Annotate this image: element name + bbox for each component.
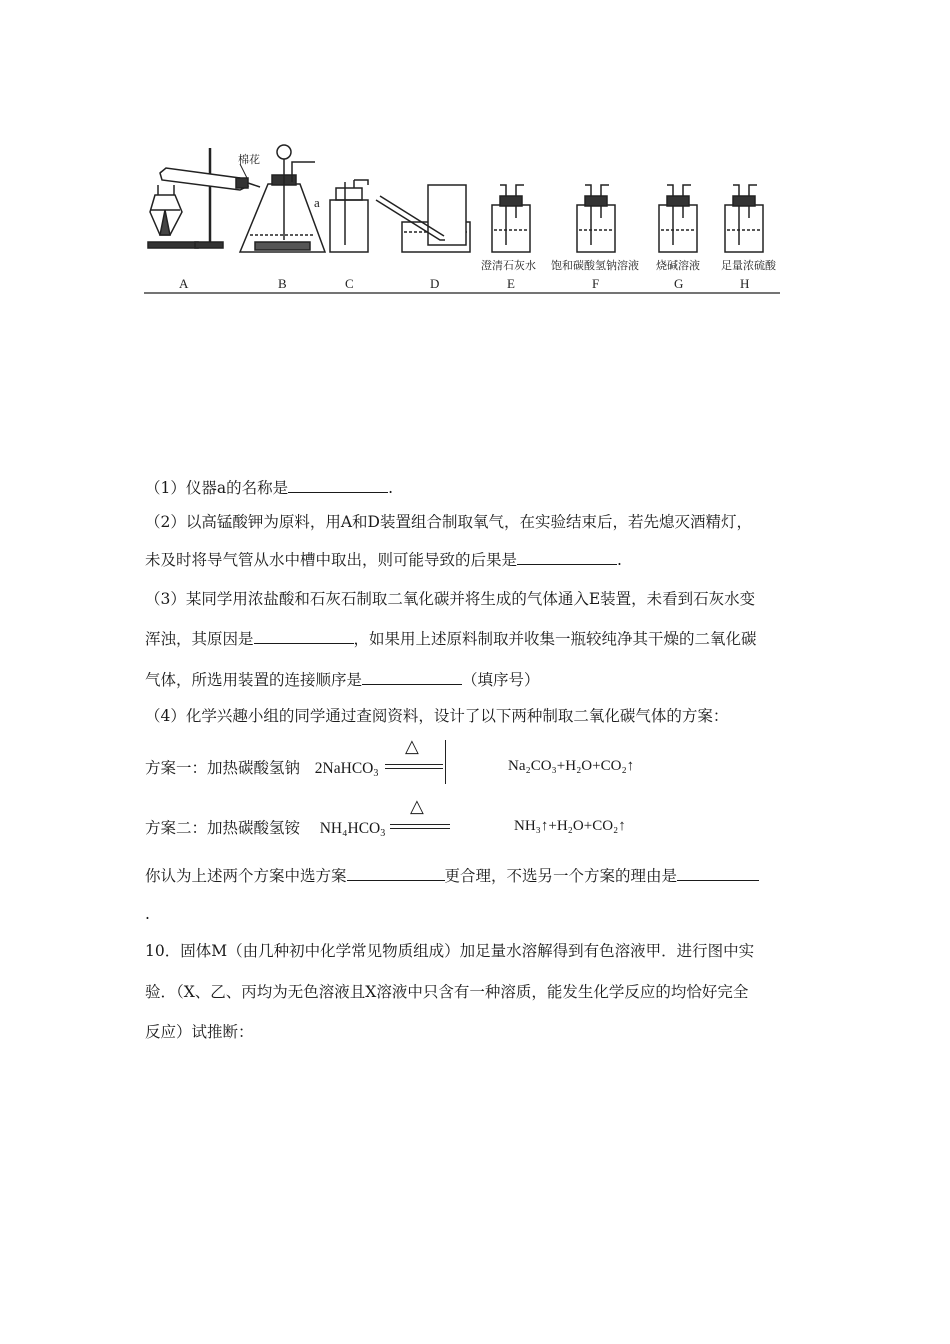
q3-text-b: ，如果用上述原料制取并收集一瓶较纯净其干燥的二氧化碳	[353, 630, 757, 648]
caption-e: 澄清石灰水	[481, 259, 536, 272]
apparatus-f	[577, 185, 615, 252]
apparatus-g	[659, 185, 697, 252]
scheme-2-products: NH₃↑+H₂O+CO₂↑	[514, 818, 626, 834]
scheme-1-equals-sign	[385, 736, 445, 770]
heat-symbol: △	[405, 736, 419, 757]
q4-reason-blank[interactable]	[677, 866, 759, 881]
apparatus-h	[725, 185, 763, 252]
q1-end: .	[388, 479, 394, 497]
question-3-line-2	[145, 629, 757, 649]
question-2-line-2	[145, 550, 622, 570]
q2-answer-blank[interactable]	[517, 550, 617, 565]
question-2-line-1: （2）以高锰酸钾为原料，用A和D装置组合制取氧气，在实验结束后，若先熄灭酒精灯，	[145, 513, 752, 531]
q2-end: .	[617, 551, 622, 569]
apparatus-d	[376, 185, 470, 252]
scheme-2-equals-sign	[390, 796, 450, 830]
apparatus-c	[330, 180, 368, 252]
scheme-1-label: 方案一：加热碳酸氢钠	[145, 759, 301, 777]
label-g: G	[674, 276, 684, 291]
q3-text-c: 气体，所选用装置的连接顺序是	[145, 671, 363, 689]
label-h: H	[740, 276, 750, 291]
q1-text: （1）仪器a的名称是	[145, 479, 289, 497]
label-a: A	[179, 276, 189, 291]
q1-answer-blank[interactable]	[288, 478, 388, 493]
question-3-line-3	[145, 670, 540, 690]
question-3-line-1: （3）某同学用浓盐酸和石灰石制取二氧化碳并将生成的气体通入E装置，未看到石灰水变	[145, 590, 756, 608]
scheme-2-label: 方案二：加热碳酸氢铵	[145, 819, 301, 837]
a-label: a	[314, 195, 320, 210]
label-f: F	[592, 276, 600, 291]
question-10-line-2: 验．（X、乙、丙均为无色溶液且X溶液中只含有一种溶质，能发生化学反应的均恰好完全	[145, 983, 749, 1001]
scheme-2-reactant: $NH_4HCO_3$	[319, 820, 386, 839]
label-e: E	[507, 276, 515, 291]
question-1	[145, 478, 393, 498]
q4-end: .	[145, 905, 150, 923]
apparatus-figure	[140, 140, 780, 300]
label-d: D	[430, 276, 440, 291]
q3-order-blank[interactable]	[362, 670, 462, 685]
q3-reason-blank[interactable]	[254, 629, 354, 644]
caption-g: 烧碱溶液	[656, 259, 700, 272]
q4-text-a: 你认为上述两个方案中选方案	[145, 867, 347, 885]
apparatus-a	[148, 148, 260, 248]
q4-choice-blank[interactable]	[347, 866, 445, 881]
question-4-line-1: （4）化学兴趣小组的同学通过查阅资料，设计了以下两种制取二氧化碳气体的方案：	[145, 707, 729, 725]
question-4-conclusion	[145, 866, 759, 886]
heat-symbol: △	[410, 796, 424, 817]
apparatus-e	[492, 185, 530, 252]
question-10-line-1: 10．固体M（由几种初中化学常见物质组成）加足量水溶解得到有色溶液甲．进行图中实	[145, 942, 755, 960]
caption-f: 饱和碳酸氢钠溶液	[551, 259, 639, 272]
caption-h: 足量浓硫酸	[721, 259, 776, 272]
q2-text: 未及时将导气管从水中槽中取出，则可能导致的后果是	[145, 551, 518, 569]
label-b: B	[278, 276, 287, 291]
q4-text-b: 更合理，不选另一个方案的理由是	[444, 867, 678, 885]
question-10-line-3: 反应）试推断：	[145, 1023, 254, 1041]
scheme-1-reactant: 2NaHCO$_3$	[314, 760, 379, 779]
label-c: C	[345, 276, 354, 291]
scheme-1	[145, 758, 378, 779]
q3-text-a: 浑浊，其原因是	[145, 630, 254, 648]
cotton-label: 棉花	[238, 153, 260, 166]
scheme-1-products: Na₂CO₃+H₂O+CO₂↑	[508, 758, 635, 774]
scheme-2	[145, 818, 385, 839]
q3-text-d: （填序号）	[462, 671, 540, 689]
